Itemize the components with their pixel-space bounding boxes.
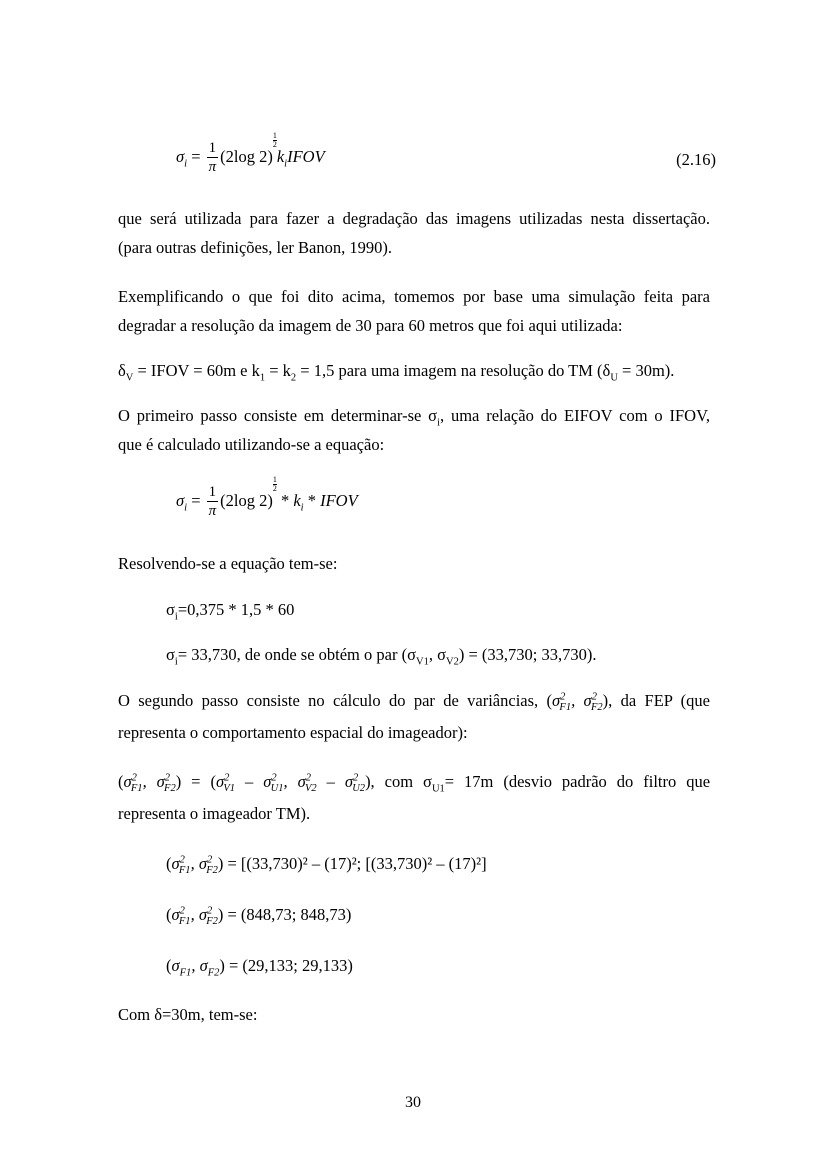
paragraph-2-line-2: degradar a resolução da imagem de 30 para 60 metros que foi aqui utilizada: xyxy=(118,316,623,335)
eq2-lhs: $\sigma_i$ xyxy=(176,490,188,514)
paragraph-8: Com δ=30m, tem-se: xyxy=(118,1005,258,1024)
paragraph-4-line-1: O primeiro passo consiste em determinar-se $\sigma_i$, uma relação do EIFOV com o IFOV, xyxy=(118,406,710,429)
eq-exponent: $\frac{1}{2}$ xyxy=(272,131,277,150)
eq-k: $k_iIFOV$ xyxy=(276,146,325,170)
equation-2-16 xyxy=(176,131,325,176)
eq2-equals: = xyxy=(191,490,201,510)
paragraph-7-line-2: representa o imageador TM). xyxy=(118,804,311,823)
variance-pair: $\sigma^2_{F1}$, $\sigma^2_{F2}$ xyxy=(552,691,603,714)
calc-line-2: $\sigma_i= 33,730$, de onde se obtém o par ($\sigma_{V1}$, $\sigma_{V2}) = (33,730$; 33,730). xyxy=(166,645,597,668)
eq2-fraction: $\frac{1}{\pi}$ xyxy=(208,484,217,519)
paragraph-6-line-2: representa o comportamento espacial do imageador): xyxy=(118,723,468,742)
paragraph-2-line-1: Exemplificando o que foi dito acima, tomemos por base uma simulação feita para xyxy=(118,287,710,306)
paragraph-1-line-1: que será utilizada para fazer a degradação das imagens utilizadas nesta dissertação. xyxy=(118,209,710,228)
equation-number: (2.16) xyxy=(676,150,716,169)
paragraph-4-line-2: que é calculado utilizando-se a equação: xyxy=(118,435,385,454)
eq-body: (2log 2) xyxy=(220,146,273,166)
paragraph-3: $\delta_V$ = IFOV = 60m e $k_1 = k_2 = 1,5$ para uma imagem na resolução do TM $(\delta_U = 30m)$. xyxy=(118,361,675,384)
eq-lhs: $\sigma_i$ xyxy=(176,146,188,170)
calc-line-1: $\sigma_i=0,375 * 1,5 * 60$ xyxy=(166,600,295,623)
eq2-exponent: $\frac{1}{2}$ xyxy=(272,475,277,494)
eq-equals: = xyxy=(191,146,201,166)
eq2-body: (2log 2) xyxy=(220,490,273,510)
calc-line-5: ($\sigma_{F1}$, $\sigma_{F2}) = (29,133$; 29,133) xyxy=(166,956,353,979)
equation-sigma-i: $\sigma_i$ = $\frac{1}{\pi}$ (2log 2) $\frac{1}{2}$ * $k_i$ * IFOV xyxy=(176,475,358,519)
calc-line-4: ($\sigma^2_{F1}$, $\sigma^2_{F2}) = (848,73$; 848,73) xyxy=(166,905,352,928)
page-number: 30 xyxy=(405,1094,421,1111)
paragraph-1-line-2: (para outras definições, ler Banon, 1990). xyxy=(118,238,392,257)
calc-line-3: ($\sigma^2_{F1}$, $\sigma^2_{F2}) = [(33,730)^2 - (17)^2$; [(33,730)² – (17)²] xyxy=(166,854,487,877)
paragraph-6-line-1: O segundo passo consiste no cálculo do par de variâncias, ($\sigma^2_{F1}$, $\sigma^2_{F2}$), da FEP (que xyxy=(118,691,711,714)
eq-fraction: $\frac{1}{\pi}$ xyxy=(208,140,217,175)
paragraph-5: Resolvendo-se a equação tem-se: xyxy=(118,554,338,573)
paragraph-7-line-1: ($\sigma^2_{F1}$, $\sigma^2_{F2}) = (\sigma^2_{V1} - \sigma^2_{U1}$, $\sigma^2_{V2} - \sigma^2_{U2}$), com $\sigma_{U1}= 17m$ (desvio padrão do filtro que xyxy=(118,772,711,795)
